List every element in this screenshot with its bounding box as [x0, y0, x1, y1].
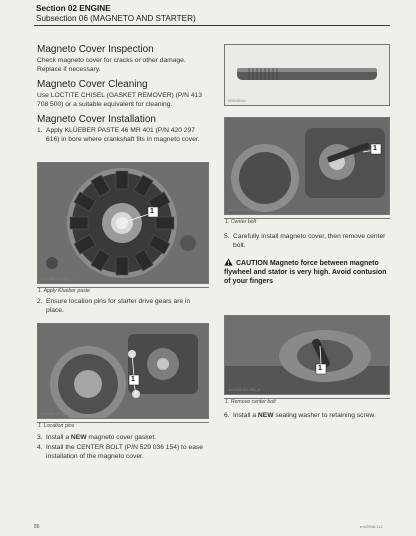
step-3 [37, 434, 209, 444]
figure-1-caption: 1. Apply Klueber paste [38, 288, 91, 294]
step-1-text: Apply KLÜEBER PASTE 46 MR 401 (P/N 420 297 616) in bore where crankshaft fits in magneto cover. [46, 127, 200, 143]
figure-3-caption: 1. Center bolt [225, 219, 257, 225]
caution-text: Magneto force between magneto flywheel and stator is very high. Avoid contusion of your fingers [224, 260, 387, 285]
page-number: 86 [34, 524, 40, 530]
step-4-number: 4. [37, 444, 43, 451]
figure-1-callout: 1 [150, 208, 154, 215]
figure-3-code: rmr2008-117-005_a [228, 208, 260, 212]
document-code: rmr2008-112 [360, 524, 383, 529]
warning-triangle-icon [224, 258, 233, 266]
step-6-text-post: sealing washer to retaining screw. [273, 412, 376, 419]
center-bolt-installed-illustration [225, 118, 390, 215]
figure-2-callout: 1 [131, 376, 135, 383]
section-title: Section 02 ENGINE [36, 4, 111, 13]
remove-center-bolt-illustration [225, 316, 390, 395]
figure-4-callout: 1 [318, 365, 322, 372]
figure-3-callout: 1 [373, 145, 377, 152]
figure-center-bolt [224, 117, 390, 215]
figure-location-pins [37, 323, 209, 419]
figure-stator [37, 162, 209, 284]
figure-center-bolt-tool [224, 44, 390, 106]
subsection-title: Subsection 06 (MAGNETO AND STARTER) [36, 14, 196, 23]
step-5-text: Carefully install magneto cover, then remove center bolt. [233, 233, 386, 249]
step-2 [37, 298, 209, 318]
step-6-number: 6. [224, 412, 230, 419]
figure-tool-code: 529036154 [228, 99, 246, 103]
step-4-text: Install the CENTER BOLT (P/N 529 036 154) to ease installation of the magneto cover. [46, 444, 203, 460]
step-3-text-post: magneto cover gasket. [86, 434, 157, 441]
caution-notice [224, 258, 390, 286]
step-3-text-pre: Install a [46, 434, 71, 441]
step-6-text-bold: NEW [257, 412, 274, 419]
inspection-heading: Magneto Cover Inspection [37, 44, 154, 55]
step-5-number: 5. [224, 233, 230, 240]
step-1 [37, 127, 209, 155]
step-4 [37, 444, 209, 464]
step-5 [224, 233, 390, 253]
figure-2-code: rmr2008-117-004_a [41, 412, 73, 416]
step-3-text-bold: NEW [70, 434, 87, 441]
step-2-number: 2. [37, 298, 43, 305]
figure-4-code: rmr2008-117-006_a [228, 388, 260, 392]
step-6 [224, 412, 390, 432]
cleaning-heading: Magneto Cover Cleaning [37, 79, 148, 90]
header-rule [34, 25, 390, 26]
figure-2-caption: 1. Location pins [38, 423, 75, 429]
step-3-number: 3. [37, 434, 43, 441]
installation-heading: Magneto Cover Installation [37, 114, 156, 125]
caution-label: CAUTION [236, 260, 268, 267]
stator-illustration [38, 163, 209, 284]
center-bolt-illustration [225, 45, 390, 106]
figure-1-code: rmr2008-117-003_a [41, 277, 73, 281]
inspection-body: Check magneto cover for cracks or other damage. Replace if necessary. [37, 57, 186, 73]
cleaning-body: Use LOCTITE CHISEL (GASKET REMOVER) (P/N 413 708 500) or a suitable equivalent for cleaning. [37, 92, 202, 108]
figure-4-caption: 1. Remove center bolt [225, 399, 276, 405]
step-6-text-pre: Install a [233, 412, 258, 419]
step-1-number: 1. [37, 127, 43, 134]
location-pins-illustration [38, 324, 209, 419]
step-2-text: Ensure location pins for starter drive gears are in place. [46, 298, 191, 314]
figure-remove-center-bolt [224, 315, 390, 395]
